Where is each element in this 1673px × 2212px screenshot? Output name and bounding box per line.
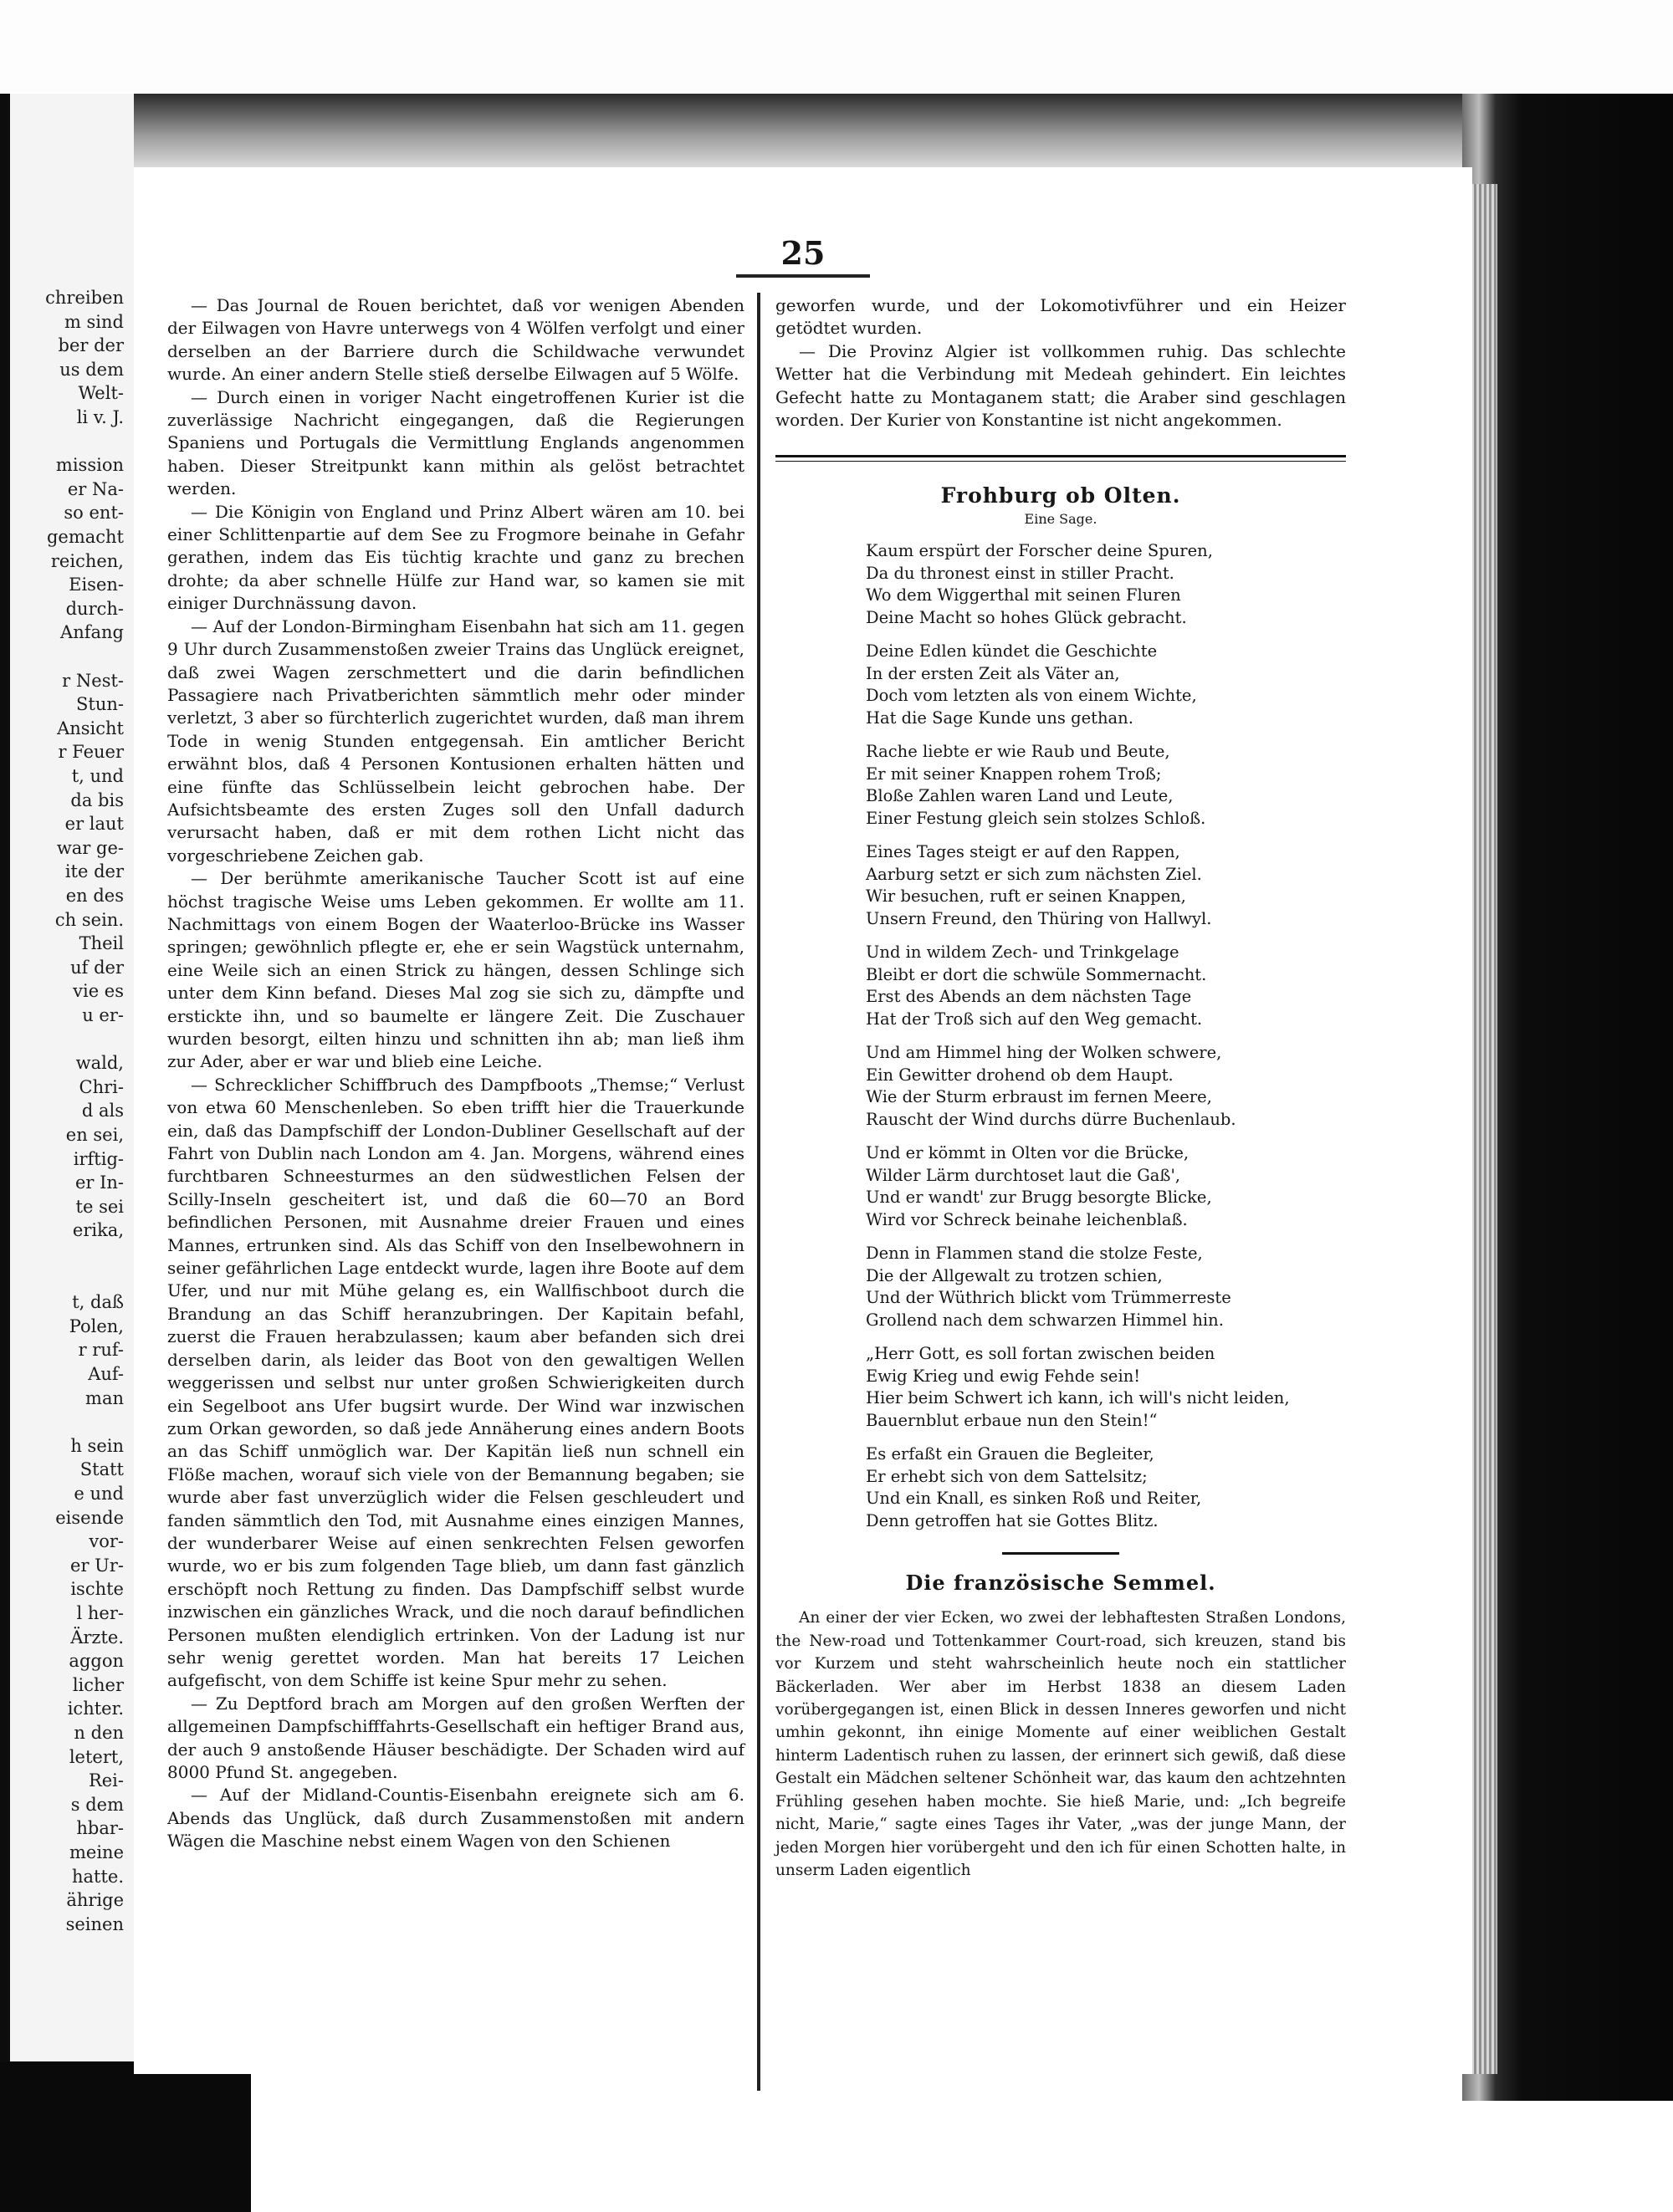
facing-page-fragment: r Feuer xyxy=(58,742,124,763)
facing-page-fragment: t, daß xyxy=(72,1292,124,1313)
facing-page-fragment: d als xyxy=(81,1101,124,1121)
poem-line: Hier beim Schwert ich kann, ich will's nicht leiden, xyxy=(866,1388,1290,1408)
facing-page-fragment: ichter. xyxy=(67,1699,124,1719)
poem-line: Erst des Abends an dem nächsten Tage xyxy=(866,987,1192,1007)
facing-page-fragment: so ent- xyxy=(64,503,124,524)
facing-page-fragment: er Ur- xyxy=(70,1555,124,1576)
facing-page-fragment: ährige xyxy=(66,1890,124,1911)
facing-page-fragment: Chri- xyxy=(79,1076,124,1097)
story-separator xyxy=(1002,1552,1119,1555)
poem-line: Hat der Troß sich auf den Weg gemacht. xyxy=(866,1009,1203,1029)
facing-page-fragment: er laut xyxy=(64,814,124,835)
poem-line: Und er kömmt in Olten vor die Brücke, xyxy=(866,1143,1190,1163)
news-paragraph: — Auf der London-Birmingham Eisenbahn hat sich am 11. gegen 9 Uhr durch Zusammenstoßen zweier Trains das Unglück ereignet, daß zwei Wagen zerschmettert und die darin befindlichen Passagiere nach Privatberichten sämmtlich mehr oder minder verletzt, 3 aber so fürchterlich zugerichtet wurden, daß man ihrem Tode in wenig Stunden entgegensah. Ein amtlicher Bericht erwähnt blos, daß 4 Personen Kontusionen erhalten hätten und eine fünfte das Schlüsselbein leicht gebrochen habe. Der Aufsichtsbeamte des ersten Zuges soll den Unfall dadurch verursacht haben, daß er mit dem rothen Licht nicht das vorgeschriebene Zeichen gab. xyxy=(167,616,744,866)
poem-line: Bleibt er dort die schwüle Sommernacht. xyxy=(866,964,1207,984)
facing-page-fragment: s dem xyxy=(70,1794,124,1815)
facing-page-fragment: reichen, xyxy=(50,550,124,571)
newspaper-page xyxy=(134,167,1472,2074)
poem-line: Rauscht der Wind durchs dürre Buchenlaub. xyxy=(866,1109,1236,1129)
page-stack-edge xyxy=(1469,184,1497,2074)
facing-page-fragment: us dem xyxy=(59,359,124,380)
poem-line: Und der Wüthrich blickt vom Trümmerreste xyxy=(866,1288,1231,1308)
news-paragraph: — Durch einen in voriger Nacht eingetroffenen Kurier ist die zuverlässige Nachricht eingegangen, daß die Regierungen Spaniens und Portugals die Vermittlung Englands angenommen haben. Dieser Streitpunkt kann mithin als gelöst betrachtet werden. xyxy=(167,386,744,499)
facing-page-fragment: Statt xyxy=(79,1459,124,1480)
facing-page-fragment: h sein xyxy=(70,1435,124,1456)
facing-page-fragment: er Na- xyxy=(67,478,124,499)
facing-page-fragment: meine xyxy=(69,1842,124,1862)
facing-page-fragment: Rei- xyxy=(88,1770,124,1791)
facing-page-fragment: r Nest- xyxy=(62,670,124,691)
facing-page-fragment: vor- xyxy=(89,1531,124,1552)
poem-body xyxy=(866,540,1346,1532)
poem-line: Wo dem Wiggerthal mit seinen Fluren xyxy=(866,585,1181,605)
poem-line: Hat die Sage Kunde uns gethan. xyxy=(866,708,1133,728)
news-paragraph: — Das Journal de Rouen berichtet, daß vor wenigen Abenden der Eilwagen von Havre unterwegs von 4 Wölfen verfolgt und einer derselben an der Barriere durch die Schildwache verwundet wurde. An einer andern Stelle stieß derselbe Eilwagen auf 5 Wölfe. xyxy=(167,295,744,385)
right-column-news xyxy=(775,294,1346,432)
facing-page-fragment: l her- xyxy=(76,1603,124,1623)
news-paragraph: geworfen wurde, und der Lokomotivführer und ein Heizer getödtet wurden. xyxy=(775,295,1346,339)
facing-page-fragment: gemacht xyxy=(46,527,124,547)
facing-page-fragment: durch- xyxy=(65,598,124,619)
news-paragraph: — Die Provinz Algier ist vollkommen ruhig. Das schlechte Wetter hat die Verbindung mit Medeah gehindert. Ein leichtes Gefecht hatte zu Montaganem statt; die Araber sind geschlagen worden. Der Kurier von Konstantine ist nicht angekommen. xyxy=(775,340,1346,431)
poem-line: Ein Gewitter drohend ob dem Haupt. xyxy=(866,1065,1174,1085)
facing-page-fragment: e und xyxy=(74,1484,124,1504)
poem-line: Und in wildem Zech- und Trinkgelage xyxy=(866,943,1179,963)
facing-page-fragment: Auf- xyxy=(88,1364,124,1384)
news-paragraph: — Auf der Midland-Countis-Eisenbahn ereignete sich am 6. Abends das Unglück, daß durch Zusammenstoßen mit andern Wägen die Maschine nebst einem Wagen von den Schienen xyxy=(167,1785,744,1852)
facing-page-fragment: ischte xyxy=(70,1579,124,1600)
facing-page-fragment: eisende xyxy=(55,1507,124,1528)
news-paragraph: — Schrecklicher Schiffbruch des Dampfboots „Themse;“ Verlust von etwa 60 Menschenleben. So eben trifft hier die Trauerkunde ein, daß das Dampfschiff der London-Dubliner Gesellschaft auf der Fahrt von Dublin nach London am 4. Jan. Morgens, während eines furchtbaren Schneesturmes an den südwestlichen Felsen der Scilly-Inseln gescheitert ist, und daß die 60—70 an Bord befindlichen Personen, mit Ausnahme dreier Frauen und eines Mannes, ertrunken sind. Als das Schiff von den Inselbewohnern in seiner gefährlichen Lage entdeckt wurde, lagen ihre Boote auf dem Ufer, und nur mit Mühe gelang es, ein Wallfischboot durch die Brandung an das Schiff heranzubringen. Der Kapitain befahl, zuerst die Frauen herabzulassen; kaum aber befanden sich drei derselben darin, als leider das Boot von den gewaltigen Wellen weggerissen und selbst nur unter großen Schwierigkeiten durch ein Segelboot ans Ufer bugsirt wurde. Der Wind war inzwischen zum Orkan geworden, so daß jede Annäherung eines andern Boots an das Schiff unmöglich war. Der Kapitän ließ nun schnell ein Flöße machen, worauf sich viele von der Bemannung begaben; sie wurde aber fast unverzüglich wider die Felsen geschleudert und fanden sämmtlich den Tod, mit Ausnahme eines einzigen Mannes, der wunderbarer Weise auf einen senkrechten Felsen geworfen wurde, wo er bis zum folgenden Tage blieb, um dann fast gänzlich erschöpft noch Rettung zu finden. Das Dampfschiff selbst wurde inzwischen ein gänzliches Wrack, und die noch darauf befindlichen Personen mußten elendiglich ertrinken. Von der Ladung ist nur sehr wenig gerettet worden. Man hat bereits 17 Leichen aufgefischt, von dem Schiffe ist keine Spur mehr zu sehen. xyxy=(167,1074,744,1691)
poem-stanza xyxy=(866,540,1346,629)
facing-page-fragment: er In- xyxy=(74,1172,124,1193)
facing-page-fragment: ite der xyxy=(64,861,124,882)
poem-line: Wilder Lärm durchtoset laut die Gaß', xyxy=(866,1165,1181,1185)
poem-line: Es erfaßt ein Grauen die Begleiter, xyxy=(866,1444,1154,1464)
poem-line: Eines Tages steigt er auf den Rappen, xyxy=(866,842,1180,862)
page-number-rule xyxy=(736,274,870,278)
poem-stanza xyxy=(866,841,1346,930)
poem-line: Er mit seiner Knappen rohem Troß; xyxy=(866,764,1162,784)
facing-page-fragment: Welt- xyxy=(78,383,124,404)
facing-page-fragment: m sind xyxy=(64,311,124,332)
poem-stanza xyxy=(866,641,1346,729)
poem-line: Und am Himmel hing der Wolken schwere, xyxy=(866,1043,1222,1063)
news-paragraph: — Zu Deptford brach am Morgen auf den großen Werften der allgemeinen Dampfschifffahrts-Gesellschaft ein heftiger Brand aus, der auch 9 anstoßende Häuser beschädigte. Der Schaden wird auf 8000 Pfund St. angegeben. xyxy=(167,1693,744,1782)
scan-margin-top xyxy=(0,0,1673,92)
facing-page-fragment: t, und xyxy=(71,766,124,786)
facing-page-fragment: licher xyxy=(72,1674,124,1695)
facing-page-fragment: aggon xyxy=(69,1651,124,1672)
poem-line: Rache liebte er wie Raub und Beute, xyxy=(866,742,1170,762)
column-divider xyxy=(757,293,760,2091)
facing-page-fragment: hatte. xyxy=(71,1866,124,1887)
poem-line: Denn getroffen hat sie Gottes Blitz. xyxy=(866,1510,1159,1530)
poem-line: In der ersten Zeit als Väter an, xyxy=(866,663,1120,683)
poem-stanza xyxy=(866,741,1346,830)
poem-line: Einer Festung gleich sein stolzes Schloß. xyxy=(866,808,1206,828)
story-paragraph: An einer der vier Ecken, wo zwei der lebhaftesten Straßen Londons, the New-road und Tottenkammer Court-road, sich kreuzen, stand bis vor Kurzem und steht wahrscheinlich heute noch ein stattlicher Bäckerladen. Wer aber im Herbst 1838 an diesem Laden vorübergegangen ist, einen Blick in dessen Inneres geworfen und nicht umhin gekonnt, ihn einige Momente auf einer weiblichen Gestalt hinterm Ladentisch ruhen zu lassen, der erinnert sich gewiß, daß diese Gestalt ein Mädchen seltener Schönheit war, das kaum den achtzehnten Frühling gesehen haben mochte. Sie hieß Marie, und: „Ich begreife nicht, Marie,“ sagte eines Tages ihr Vater, „was der junge Mann, der jeden Morgen hier vorübergeht und den ich für einen Schotten halte, in unserm Laden eigentlich xyxy=(775,1609,1346,1879)
poem-line: Da du thronest einst in stiller Pracht. xyxy=(866,563,1174,583)
poem-line: Bloße Zahlen waren Land und Leute, xyxy=(866,786,1174,806)
poem-line: Wir besuchen, ruft er seinen Knappen, xyxy=(866,886,1186,907)
facing-page-fragment: n den xyxy=(74,1723,124,1743)
poem-line: Unsern Freund, den Thüring von Hallwyl. xyxy=(866,908,1212,928)
facing-page-fragment: ch sein. xyxy=(54,909,124,930)
facing-page-fragment: Stun- xyxy=(76,694,124,715)
poem-line: Bauernblut erbaue nun den Stein!“ xyxy=(866,1410,1158,1430)
facing-page-fragment: Eisen- xyxy=(69,575,124,595)
facing-page-fragment: Ansicht xyxy=(57,718,124,738)
poem-line: Grollend nach dem schwarzen Himmel hin. xyxy=(866,1310,1224,1330)
facing-page-edge xyxy=(10,94,136,2061)
poem-stanza xyxy=(866,942,1346,1030)
poem-line: Er erhebt sich von dem Sattelsitz; xyxy=(866,1466,1148,1486)
facing-page-fragment: li v. J. xyxy=(76,407,124,427)
right-column xyxy=(775,294,1346,1882)
facing-page-fragment: r ruf- xyxy=(78,1340,124,1361)
facing-page-fragment: chreiben xyxy=(45,288,124,308)
news-paragraph: — Der berühmte amerikanische Taucher Scott ist auf eine höchst tragische Weise ums Leben gekommen. Er wollte am 11. Nachmittags von einem Bogen der Waaterloo-Brücke ins Wasser springen; gewöhnlich pflegte er, ehe er sein Wagstück unternahm, eine Weile sich an einen Strick zu hängen, dessen Schlinge sich unter dem Kinn befand. Dieses Mal zog sie sich zu, dämpfte und erstickte ihn, und so baumelte er längere Zeit. Die Zuschauer wurden besorgt, eilten hinzu und schnitten ihn ab; man ließ ihm zur Ader, aber er war und blieb eine Leiche. xyxy=(167,868,744,1072)
poem-line: Ewig Krieg und ewig Fehde sein! xyxy=(866,1366,1141,1386)
facing-page-fragment: hbar- xyxy=(76,1818,124,1839)
poem-line: Deine Edlen kündet die Geschichte xyxy=(866,641,1158,662)
facing-page-fragment: Anfang xyxy=(60,622,124,643)
facing-page-fragment: man xyxy=(85,1387,124,1408)
poem-line: Die der Allgewalt zu trotzen schien, xyxy=(866,1265,1163,1285)
poem-line: „Herr Gott, es soll fortan zwischen beiden xyxy=(866,1344,1215,1364)
news-paragraph: — Die Königin von England und Prinz Albert wären am 10. bei einer Schlittenpartie auf dem See zu Frogmore beinahe in Gefahr gerathen, indem das Eis tüchtig krachte und ganz zu brechen drohte; da aber schnelle Hülfe zur Hand war, so kamen sie mit einiger Durchnässung davon. xyxy=(167,501,744,614)
poem-line: Wird vor Schreck beinahe leichenblaß. xyxy=(866,1209,1188,1229)
facing-page-fragment: letert, xyxy=(69,1746,124,1767)
facing-page-fragment: da bis xyxy=(70,789,124,810)
poem-stanza xyxy=(866,1042,1346,1131)
facing-page-fragment: Ärzte. xyxy=(70,1627,124,1648)
section-separator xyxy=(775,455,1346,462)
poem-line: Aarburg setzt er sich zum nächsten Ziel. xyxy=(866,864,1202,884)
poem-stanza xyxy=(866,1243,1346,1331)
poem-line: Wie der Sturm erbraust im fernen Meere, xyxy=(866,1087,1212,1107)
facing-page-fragment: uf der xyxy=(70,957,124,978)
facing-page-fragment: u er- xyxy=(82,1005,124,1025)
facing-page-fragment: te sei xyxy=(75,1196,124,1217)
poem-line: Kaum erspürt der Forscher deine Spuren, xyxy=(866,541,1213,561)
poem-stanza xyxy=(866,1142,1346,1231)
facing-page-fragment: irftig- xyxy=(73,1148,124,1169)
story-title: Die französische Semmel. xyxy=(905,1571,1216,1596)
facing-page-fragment: en des xyxy=(65,886,124,906)
poem-stanza xyxy=(866,1443,1346,1532)
poem-title: Frohburg ob Olten. xyxy=(940,483,1181,508)
poem-subtitle: Eine Sage. xyxy=(1024,511,1097,528)
poem-stanza xyxy=(866,1343,1346,1432)
poem-line: Denn in Flammen stand die stolze Feste, xyxy=(866,1244,1203,1264)
poem-line: Doch vom letzten als von einem Wichte, xyxy=(866,686,1197,706)
poem-line: Und ein Knall, es sinken Roß und Reiter, xyxy=(866,1489,1202,1509)
left-column xyxy=(167,294,744,1853)
poem-line: Und er wandt' zur Brugg besorgte Blicke, xyxy=(866,1188,1212,1208)
facing-page-fragment: erika, xyxy=(72,1220,124,1241)
scan-dark-corner xyxy=(0,2061,251,2212)
facing-page-fragment: Theil xyxy=(79,933,124,954)
facing-page-fragment: wald, xyxy=(75,1053,124,1074)
facing-page-fragment: mission xyxy=(55,455,124,476)
facing-page-fragment: vie es xyxy=(73,981,124,1002)
binding-shadow-left xyxy=(0,94,10,2061)
facing-page-fragment: en sei, xyxy=(65,1125,124,1145)
facing-page-fragment: Polen, xyxy=(69,1315,124,1336)
story-body xyxy=(775,1607,1346,1882)
poem-line: Deine Macht so hohes Glück gebracht. xyxy=(866,607,1187,627)
facing-page-fragment: seinen xyxy=(65,1913,124,1934)
page-number: 25 xyxy=(780,234,826,272)
facing-page-fragment: ber der xyxy=(58,335,124,356)
facing-page-fragment: war ge- xyxy=(56,837,124,858)
